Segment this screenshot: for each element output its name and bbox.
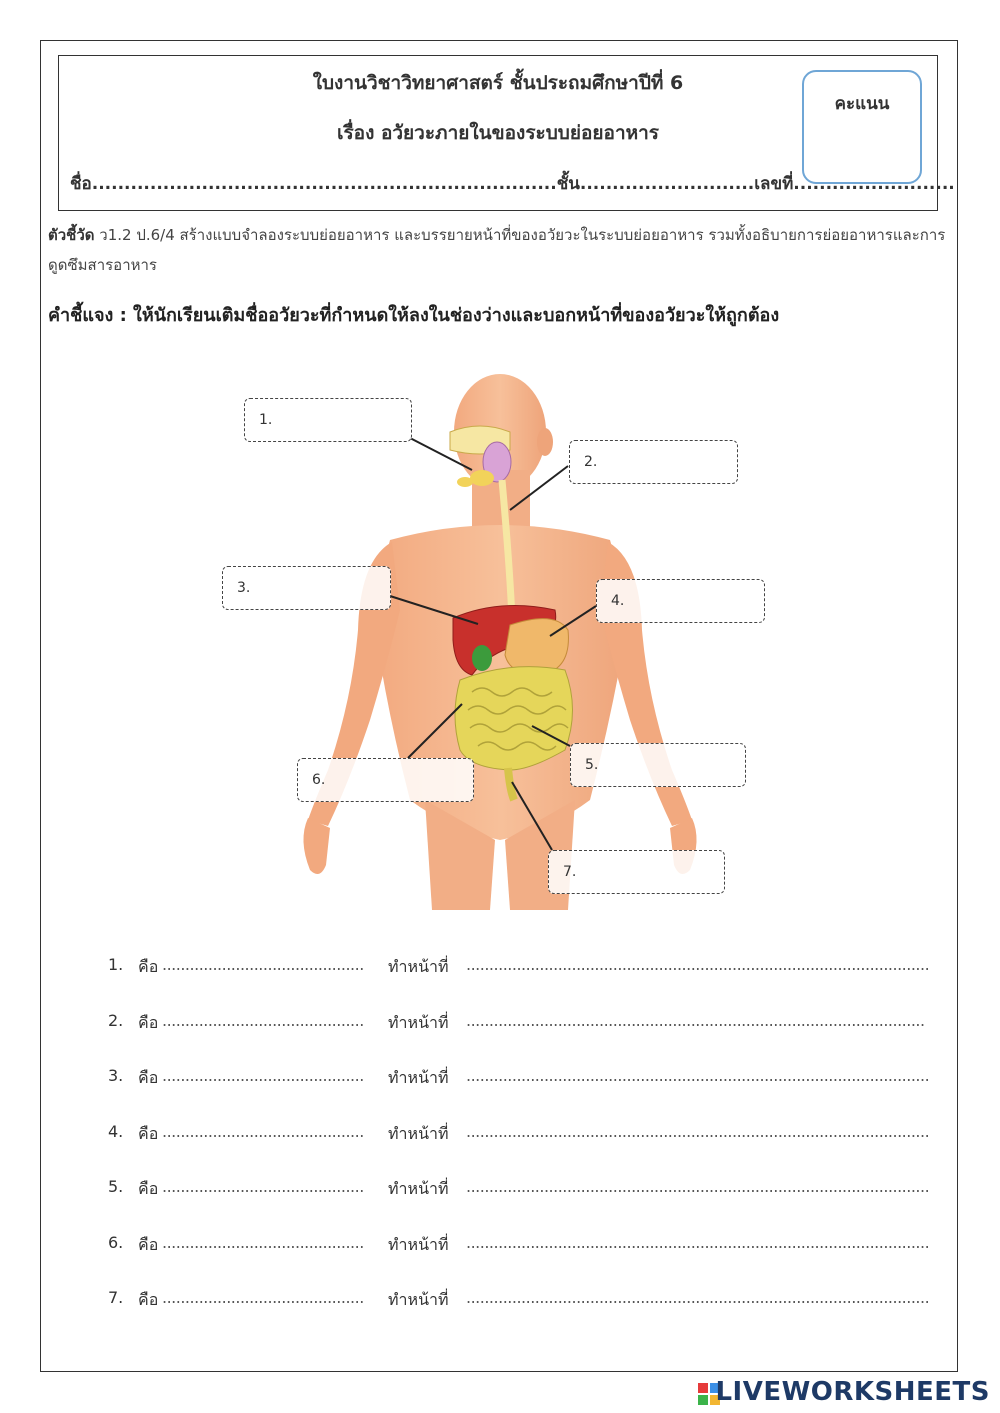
function-blank[interactable]: ..................................................................................................... — [466, 1232, 930, 1252]
diagram-label-3[interactable]: 3. — [222, 566, 391, 610]
diagram-label-4[interactable]: 4. — [596, 579, 765, 623]
function-label: ทำหน้าที่ — [388, 1234, 449, 1254]
indicator-body: ว1.2 ป.6/4 สร้างแบบจำลองระบบย่อยอาหาร และบรรยายหน้าที่ของอวัยวะในระบบย่อยอาหาร รวมทั้งอธิบายการย่อยอาหารและการดูดซึมสารอาหาร — [48, 226, 946, 274]
function-blank[interactable]: .................................................................................................... — [466, 1010, 925, 1030]
answer-is-label: คือ — [138, 1234, 159, 1254]
answer-is-label: คือ — [138, 1179, 159, 1198]
answer-row — [108, 955, 930, 1011]
answer-row — [108, 1066, 930, 1122]
indicator-label: ตัวชี้วัด — [48, 226, 95, 244]
score-box — [802, 70, 922, 184]
worksheet-title: ใบงานวิชาวิทยาศาสตร์ ชั้นประถมศึกษาปีที่ 6 — [312, 72, 684, 94]
student-info-line: ชื่อ........................................................................ชั้น...........................เลขที่......................... — [70, 174, 955, 194]
function-blank[interactable]: ..................................................................................................... — [466, 955, 930, 974]
answer-row — [108, 1232, 930, 1289]
diagram-label-6[interactable]: 6. — [297, 758, 474, 802]
organ-name-blank[interactable]: ............................................ — [162, 1177, 364, 1196]
answer-number: 3. — [108, 1066, 124, 1085]
answer-row — [108, 1121, 930, 1178]
answer-number: 4. — [108, 1121, 124, 1141]
score-label: คะแนน — [834, 94, 890, 114]
function-label: ทำหน้าที่ — [388, 957, 449, 976]
answer-is-label: คือ — [138, 1123, 159, 1143]
diagram-label-1[interactable]: 1. — [244, 398, 412, 442]
small-intestine — [455, 667, 573, 770]
function-label: ทำหน้าที่ — [388, 1068, 449, 1087]
function-blank[interactable]: ..................................................................................................... — [466, 1066, 930, 1085]
answer-number: 5. — [108, 1177, 124, 1196]
answer-is-label: คือ — [138, 957, 159, 976]
answer-number: 1. — [108, 955, 124, 974]
worksheet-subtitle: เรื่อง อวัยวะภายในของระบบย่อยอาหาร — [336, 122, 660, 144]
function-blank[interactable]: ..................................................................................................... — [466, 1121, 930, 1141]
instruction-text: คำชี้แจง : ให้นักเรียนเติมชื่ออวัยวะที่กำหนดให้ลงในช่องว่างและบอกหน้าที่ของอวัยวะให้ถูกต้อง — [48, 305, 780, 326]
function-label: ทำหน้าที่ — [388, 1179, 449, 1198]
organ-name-blank[interactable]: ............................................ — [162, 955, 364, 974]
organ-name-blank[interactable]: ............................................ — [162, 1010, 364, 1030]
answer-number: 7. — [108, 1288, 124, 1307]
indicator-text — [48, 220, 948, 280]
answer-is-label: คือ — [138, 1012, 159, 1032]
liveworksheets-watermark: LIVEWORKSHEETS — [715, 1377, 990, 1407]
organ-name-blank[interactable]: ............................................ — [162, 1288, 364, 1307]
function-blank[interactable]: ..................................................................................................... — [466, 1177, 930, 1196]
answer-row — [108, 1010, 925, 1067]
answer-row — [108, 1288, 930, 1344]
organ-name-blank[interactable]: ............................................ — [162, 1066, 364, 1085]
gallbladder — [472, 645, 492, 671]
function-label: ทำหน้าที่ — [388, 1123, 449, 1143]
function-label: ทำหน้าที่ — [388, 1290, 449, 1309]
diagram-label-2[interactable]: 2. — [569, 440, 738, 484]
function-blank[interactable]: ..................................................................................................... — [466, 1288, 930, 1307]
diagram-label-7[interactable]: 7. — [548, 850, 725, 894]
answer-is-label: คือ — [138, 1290, 159, 1309]
answer-number: 2. — [108, 1010, 124, 1030]
answer-number: 6. — [108, 1232, 124, 1252]
organ-name-blank[interactable]: ............................................ — [162, 1121, 364, 1141]
answer-list — [108, 955, 930, 1344]
diagram-label-5[interactable]: 5. — [570, 743, 746, 787]
answer-is-label: คือ — [138, 1068, 159, 1087]
organ-name-blank[interactable]: ............................................ — [162, 1232, 364, 1252]
function-label: ทำหน้าที่ — [388, 1012, 449, 1032]
answer-row — [108, 1177, 930, 1233]
